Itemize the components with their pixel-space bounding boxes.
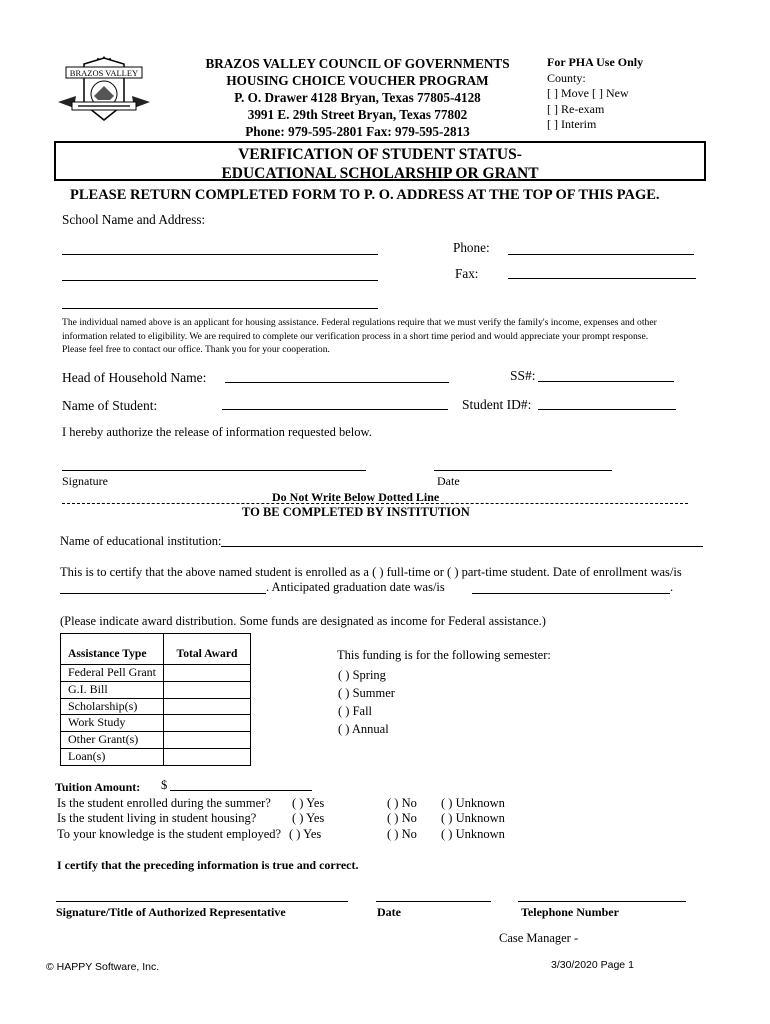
dotted-divider bbox=[62, 503, 688, 504]
semester-spring[interactable]: ( ) Spring bbox=[338, 668, 386, 682]
tuition-label: Tuition Amount: bbox=[55, 780, 141, 794]
award-type-row: Work Study bbox=[61, 715, 164, 732]
ssn-label: SS#: bbox=[510, 368, 536, 383]
svg-text:BRAZOS VALLEY: BRAZOS VALLEY bbox=[69, 68, 139, 78]
pha-move-new[interactable]: [ ] Move [ ] New bbox=[547, 86, 629, 100]
award-amount-cell[interactable] bbox=[163, 698, 250, 715]
housing-no[interactable]: ( ) No bbox=[387, 811, 417, 825]
rep-date-label: Date bbox=[377, 905, 401, 919]
program-name: HOUSING CHOICE VOUCHER PROGRAM bbox=[226, 73, 489, 88]
signature-label: Signature bbox=[62, 474, 108, 488]
question-employed: To your knowledge is the student employed? bbox=[57, 827, 282, 841]
authorize-text: I hereby authorize the release of information requested below. bbox=[62, 425, 372, 439]
rep-signature-label: Signature/Title of Authorized Representative bbox=[56, 905, 286, 919]
student-name-label: Name of Student: bbox=[62, 398, 158, 413]
school-line-3[interactable] bbox=[62, 308, 378, 309]
institution-name-field[interactable] bbox=[221, 546, 703, 547]
housing-yes[interactable]: ( ) Yes bbox=[292, 811, 325, 825]
po-address: P. O. Drawer 4128 Bryan, Texas 77805-4128 bbox=[234, 90, 481, 105]
employed-no[interactable]: ( ) No bbox=[387, 827, 417, 841]
graduation-label: . Anticipated graduation date was/is bbox=[266, 580, 445, 594]
case-manager: Case Manager - bbox=[499, 931, 579, 945]
student-id-field[interactable] bbox=[538, 409, 676, 410]
do-not-write-label: Do Not Write Below Dotted Line bbox=[272, 490, 440, 504]
award-note: (Please indicate award distribution. Some funds are designated as income for Federal assistance.) bbox=[60, 614, 546, 628]
pha-use-box bbox=[547, 55, 643, 133]
semester-label: This funding is for the following semester: bbox=[337, 648, 551, 662]
pha-reexam[interactable]: [ ] Re-exam bbox=[547, 101, 605, 116]
employed-unknown[interactable]: ( ) Unknown bbox=[441, 827, 505, 841]
school-line-2[interactable] bbox=[62, 280, 378, 281]
summer-no[interactable]: ( ) No bbox=[387, 796, 417, 810]
award-type-row: Scholarship(s) bbox=[61, 698, 164, 715]
school-phone-field[interactable] bbox=[508, 254, 694, 255]
pha-title: For PHA Use Only bbox=[547, 55, 644, 69]
head-household-label: Head of Household Name: bbox=[62, 370, 207, 385]
graduation-period: . bbox=[670, 580, 674, 594]
question-housing: Is the student living in student housing? bbox=[57, 811, 257, 825]
certify-enrollment-text: This is to certify that the above named student is enrolled as a ( ) full-time or ( ) part-time student. Date of enrollment was/is bbox=[60, 565, 682, 579]
rep-date-field[interactable] bbox=[376, 901, 491, 902]
signature-field[interactable] bbox=[62, 470, 366, 471]
award-amount-cell[interactable] bbox=[163, 748, 250, 765]
award-table bbox=[60, 633, 251, 766]
semester-fall[interactable]: ( ) Fall bbox=[338, 704, 373, 718]
ssn-field[interactable] bbox=[538, 381, 674, 382]
pha-county: County: bbox=[547, 70, 586, 85]
institution-section-title: TO BE COMPLETED BY INSTITUTION bbox=[242, 505, 470, 519]
school-fax-field[interactable] bbox=[508, 278, 696, 279]
brazos-valley-logo bbox=[54, 56, 154, 124]
award-amount-cell[interactable] bbox=[163, 665, 250, 682]
graduation-date-field[interactable] bbox=[472, 593, 670, 594]
school-line-1[interactable] bbox=[62, 254, 378, 255]
semester-summer[interactable]: ( ) Summer bbox=[338, 686, 395, 700]
sign-date-field[interactable] bbox=[434, 470, 612, 471]
form-title-line2: EDUCATIONAL SCHOLARSHIP OR GRANT bbox=[221, 165, 539, 182]
student-id-label: Student ID#: bbox=[462, 397, 532, 412]
enrollment-date-field[interactable] bbox=[60, 593, 266, 594]
award-amount-cell[interactable] bbox=[163, 681, 250, 698]
footer-copyright: © HAPPY Software, Inc. bbox=[46, 961, 160, 973]
employed-yes[interactable]: ( ) Yes bbox=[289, 827, 322, 841]
certify-statement: I certify that the preceding information is true and correct. bbox=[57, 858, 359, 872]
form-title-line1: VERIFICATION OF STUDENT STATUS- bbox=[238, 146, 522, 163]
footer-page: 3/30/2020 Page 1 bbox=[551, 959, 634, 971]
head-household-field[interactable] bbox=[225, 382, 449, 383]
semester-annual[interactable]: ( ) Annual bbox=[338, 722, 389, 736]
summer-yes[interactable]: ( ) Yes bbox=[292, 796, 325, 810]
student-name-field[interactable] bbox=[222, 409, 448, 410]
form-title-box bbox=[54, 141, 706, 181]
award-type-row: Federal Pell Grant bbox=[61, 665, 164, 682]
summer-unknown[interactable]: ( ) Unknown bbox=[441, 796, 505, 810]
institution-name-label: Name of educational institution: bbox=[60, 534, 222, 548]
pha-interim[interactable]: [ ] Interim bbox=[547, 117, 597, 131]
award-total-header: Total Award bbox=[163, 634, 250, 665]
school-fax-label: Fax: bbox=[455, 266, 479, 281]
award-type-header: Assistance Type bbox=[61, 634, 164, 665]
school-phone-label: Phone: bbox=[453, 240, 490, 255]
street-address: 3991 E. 29th Street Bryan, Texas 77802 bbox=[247, 107, 468, 122]
agency-header bbox=[190, 55, 525, 140]
return-notice: PLEASE RETURN COMPLETED FORM TO P. O. ADDRESS AT THE TOP OF THIS PAGE. bbox=[70, 187, 660, 203]
school-label: School Name and Address: bbox=[62, 212, 206, 227]
award-type-row: Other Grant(s) bbox=[61, 732, 164, 749]
rep-telephone-label: Telephone Number bbox=[521, 905, 619, 919]
agency-name: BRAZOS VALLEY COUNCIL OF GOVERNMENTS bbox=[205, 56, 510, 71]
tuition-dollar: $ bbox=[161, 778, 168, 792]
award-amount-cell[interactable] bbox=[163, 732, 250, 749]
sign-date-label: Date bbox=[437, 474, 460, 488]
intro-paragraph: The individual named above is an applicant for housing assistance. Federal regulations require that we must verify the family's income, expenses and other information related to eligibility. We are required to complete our verification process in a short time period and would appreciate your prompt response. Please feel free to contact our office. Thank you for your cooperation. bbox=[62, 317, 657, 355]
phone-fax: Phone: 979-595-2801 Fax: 979-595-2813 bbox=[245, 124, 470, 139]
housing-unknown[interactable]: ( ) Unknown bbox=[441, 811, 505, 825]
question-summer: Is the student enrolled during the summer? bbox=[57, 796, 271, 810]
award-type-row: Loan(s) bbox=[61, 748, 164, 765]
tuition-amount-field[interactable] bbox=[170, 790, 312, 791]
rep-signature-field[interactable] bbox=[56, 901, 348, 902]
rep-telephone-field[interactable] bbox=[518, 901, 686, 902]
award-amount-cell[interactable] bbox=[163, 715, 250, 732]
award-type-row: G.I. Bill bbox=[61, 681, 164, 698]
